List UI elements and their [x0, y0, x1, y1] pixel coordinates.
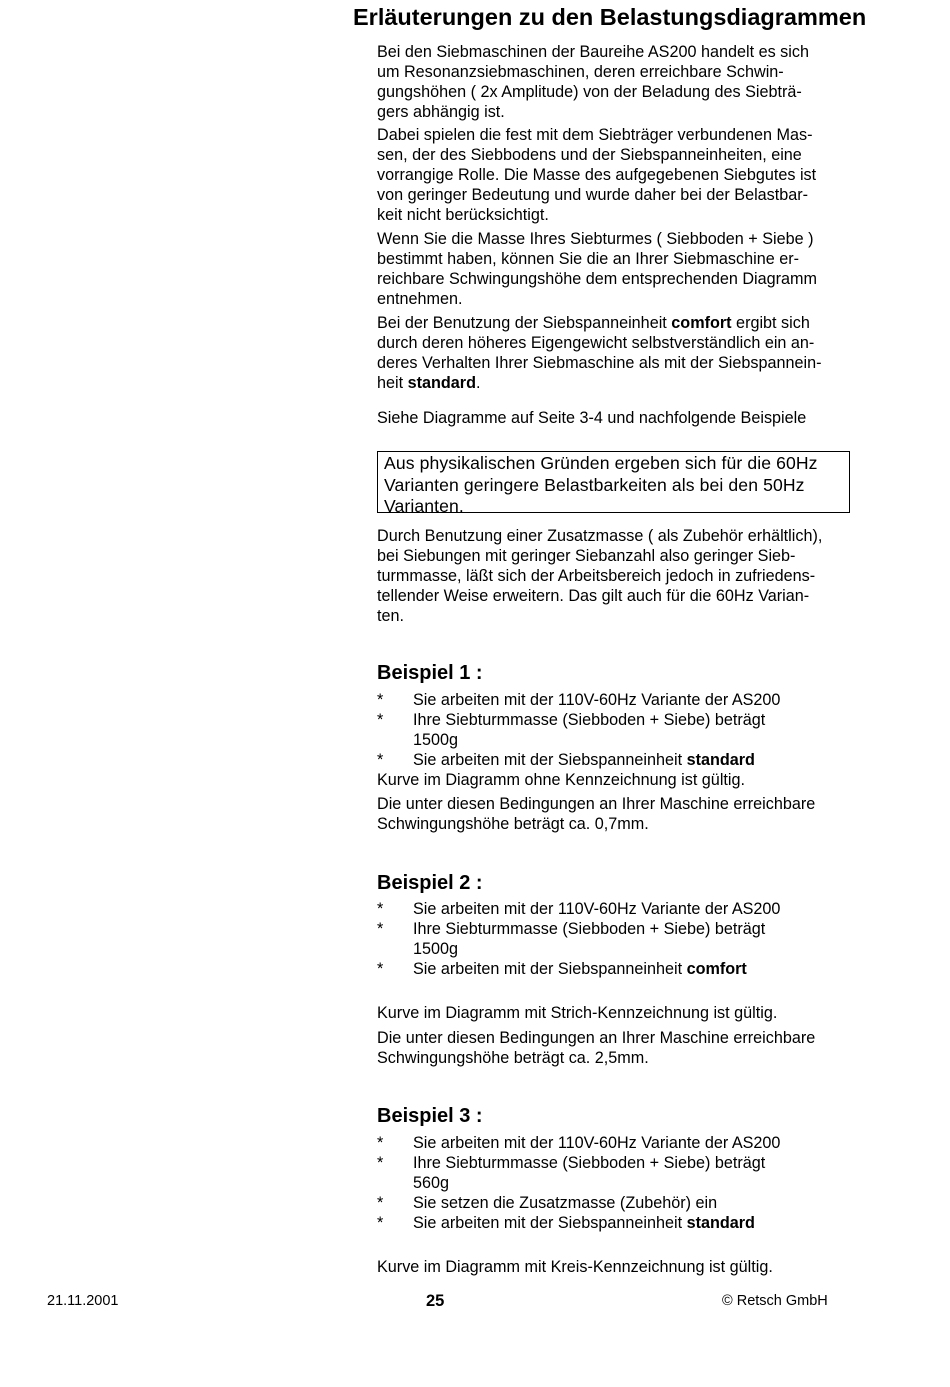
list-item-text — [413, 1214, 755, 1232]
list-item — [377, 750, 857, 770]
comfort-emphasis: comfort — [686, 960, 747, 978]
intro-text-4c: ergibt sich durch deren höheres Eigengewicht selbstverständlich ein an- deres Verhalten Ihrer Siebmaschine als mit der Siebspannein- heit — [377, 314, 822, 392]
bullet-asterisk: * — [377, 1194, 384, 1212]
example-1-heading: Beispiel 1 : — [377, 662, 483, 684]
example-1-curve: Kurve im Diagramm ohne Kennzeichnung ist gültig. — [377, 771, 746, 789]
list-item — [377, 690, 857, 710]
list-item-text: Ihre Siebturmmasse (Siebboden + Siebe) beträgt 560g — [413, 1154, 766, 1192]
list-item — [377, 959, 857, 979]
page-number: 25 — [426, 1292, 445, 1310]
extra-mass-text: Durch Benutzung einer Zusatzmasse ( als Zubehör erhältlich), bei Siebungen mit geringer Siebanzahl also geringer Sieb- turmmasse, läßt sich der Arbeitsbereich jedoch in zufriedens- tellender Weise erweitern. Das gilt auch für die 60Hz Varian- ten. — [377, 527, 823, 625]
intro-paragraph-4 — [377, 313, 867, 393]
comfort-emphasis: comfort — [671, 314, 732, 332]
footer-date: 21.11.2001 — [47, 1293, 119, 1309]
standard-emphasis: standard — [686, 1214, 755, 1232]
list-item-text-a: Sie arbeiten mit der Siebspanneinheit — [413, 1214, 687, 1232]
example-1-result: Die unter diesen Bedingungen an Ihrer Maschine erreichbare Schwingungshöhe beträgt ca. 0,7mm. — [377, 795, 816, 833]
bullet-asterisk: * — [377, 1154, 384, 1172]
example-2-result: Die unter diesen Bedingungen an Ihrer Maschine erreichbare Schwingungshöhe beträgt ca. 2,5mm. — [377, 1029, 816, 1067]
list-item-text — [413, 960, 747, 978]
intro-text-3: Wenn Sie die Masse Ihres Siebturmes ( Siebboden + Siebe ) bestimmt haben, können Sie die an Ihrer Siebmaschine er- reichbare Schwingungshöhe dem entsprechenden Diagramm entnehmen. — [377, 230, 818, 308]
bullet-asterisk: * — [377, 920, 384, 938]
list-item — [377, 710, 857, 750]
diagram-reference: Siehe Diagramme auf Seite 3-4 und nachfolgende Beispiele — [377, 409, 807, 427]
list-item-text: Sie setzen die Zusatzmasse (Zubehör) ein — [413, 1194, 718, 1212]
bullet-asterisk: * — [377, 1134, 384, 1152]
intro-text-2: Dabei spielen die fest mit dem Siebträger verbundenen Mas- sen, der des Siebbodens und der Siebspanneinheiten, eine vorrangige Rolle. Die Masse des aufgegebenen Siebgutes ist von geringer Bedeutung und wurde daher bei der Belastbar- keit nicht berücksichtigt. — [377, 126, 817, 224]
list-item-text-a: Sie arbeiten mit der Siebspanneinheit — [413, 960, 687, 978]
list-item-text-a: Sie arbeiten mit der Siebspanneinheit — [413, 751, 687, 769]
intro-paragraph-5 — [377, 408, 867, 428]
footer-copyright — [722, 1293, 828, 1309]
example-3-list — [377, 1133, 857, 1233]
extra-mass-paragraph — [377, 526, 867, 626]
list-item-text: Ihre Siebturmmasse (Siebboden + Siebe) beträgt 1500g — [413, 711, 766, 749]
example-1-list — [377, 690, 857, 770]
list-item — [377, 1133, 857, 1153]
bullet-asterisk: * — [377, 751, 384, 769]
physics-note-box — [377, 451, 850, 516]
intro-text-4d: . — [475, 374, 481, 392]
list-item — [377, 1213, 857, 1233]
bullet-asterisk: * — [377, 1214, 384, 1232]
list-item-text: Sie arbeiten mit der 110V-60Hz Variante der AS200 — [413, 691, 781, 709]
list-item — [377, 1153, 857, 1193]
bullet-asterisk: * — [377, 900, 384, 918]
example-3-heading: Beispiel 3 : — [377, 1105, 483, 1127]
bullet-asterisk: * — [377, 711, 384, 729]
bullet-asterisk: * — [377, 691, 384, 709]
physics-note-text: Aus physikalischen Gründen ergeben sich für die 60Hz Varianten geringere Belastbarkeiten als bei den 50Hz Varianten. — [384, 453, 818, 516]
list-item-text — [413, 751, 755, 769]
bullet-asterisk: * — [377, 960, 384, 978]
list-item — [377, 899, 857, 919]
standard-emphasis: standard — [407, 374, 476, 392]
list-item-text: Sie arbeiten mit der 110V-60Hz Variante der AS200 — [413, 1134, 781, 1152]
company-name: Retsch GmbH — [736, 1293, 828, 1309]
intro-text-1: Bei den Siebmaschinen der Baureihe AS200 handelt es sich um Resonanzsiebmaschinen, deren erreichbare Schwin- gungshöhen ( 2x Amplitude) von der Beladung des Siebträ- gers abhängig ist. — [377, 43, 809, 121]
intro-paragraph-1 — [377, 42, 867, 122]
list-item-text: Sie arbeiten mit der 110V-60Hz Variante der AS200 — [413, 900, 781, 918]
example-2-list — [377, 899, 857, 979]
standard-emphasis: standard — [686, 751, 755, 769]
intro-paragraph-2 — [377, 125, 867, 225]
list-item-text: Ihre Siebturmmasse (Siebboden + Siebe) beträgt 1500g — [413, 920, 766, 958]
list-item — [377, 1193, 857, 1213]
list-item — [377, 919, 857, 959]
page-title: Erläuterungen zu den Belastungsdiagrammen — [353, 4, 867, 30]
example-3-curve: Kurve im Diagramm mit Kreis-Kennzeichnung ist gültig. — [377, 1258, 773, 1276]
intro-paragraph-3 — [377, 229, 867, 309]
example-2-heading: Beispiel 2 : — [377, 872, 483, 894]
example-2-curve: Kurve im Diagramm mit Strich-Kennzeichnung ist gültig. — [377, 1004, 778, 1022]
intro-text-4 — [377, 313, 867, 393]
intro-text-4a: Bei der Benutzung der Siebspanneinheit — [377, 314, 672, 332]
copyright-icon: © — [722, 1293, 733, 1309]
